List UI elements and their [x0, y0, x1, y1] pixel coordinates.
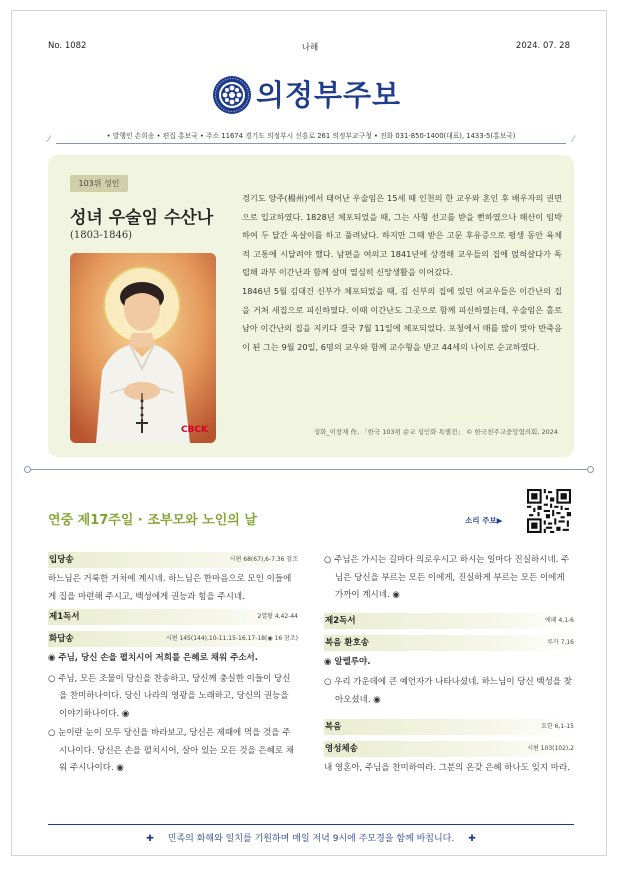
psalm-response: ◉ 주님, 당신 손을 펼치시어 저희를 은혜로 채워 주소서.: [48, 653, 258, 663]
footer-prayer-note: [48, 831, 574, 844]
bulletin-title: 의정부주보: [256, 78, 402, 112]
psalm-verse-3: ○ 주님은 가시는 길마다 의로우시고 하시는 일마다 진실하시네. 주님은 당신을 부르는 모든 이에게, 진실하게 부르는 모든 이에게 가까이 계시네. ◉: [324, 555, 570, 600]
footer-divider: [48, 824, 574, 825]
bulletin-page: [11, 10, 607, 856]
entrance-antiphon-header: 입당송 시편 68(67),6-7.36 참조: [48, 552, 298, 568]
saint-painting-icon: [70, 253, 216, 443]
gospel-header: 복음 요한 6,1-15: [324, 719, 574, 735]
liturgical-year: 나해: [301, 43, 319, 53]
qr-code-icon[interactable]: [527, 489, 571, 533]
saint-biography: [242, 189, 562, 356]
artwork-credit: 성화_이창재 作, 「한국 103위 순교 성인화 특별전」 © 한국천주교중앙협의회, 2024: [313, 428, 558, 436]
gospel-acclamation-response: ◉ 알렐루야.: [324, 656, 371, 667]
saint-years: (1803-1846): [70, 230, 133, 241]
psalm-header: 화답송 시편 145(144),10-11.15-16.17-18(◉ 16 참조): [48, 631, 298, 647]
cbck-logo: CBCK: [180, 425, 208, 435]
issue-date: 2024. 07. 28: [515, 41, 570, 51]
masthead: [212, 71, 432, 119]
right-slash-ornament: ⁄: [572, 135, 574, 145]
section-divider: [24, 465, 594, 475]
cross-icon: ✚: [468, 834, 476, 844]
audio-bulletin-link[interactable]: 소리 주보▶: [465, 516, 503, 525]
diocese-seal-icon: [212, 75, 252, 115]
publisher-info-bar: [48, 129, 574, 145]
gospel-acclamation-header: 복음 환호송 루카 7,16: [324, 635, 574, 651]
saint-tag: 103위 성인: [70, 175, 128, 192]
divider-dot: [587, 466, 594, 473]
cross-icon: ✚: [146, 834, 154, 844]
first-reading-header: 제1독서 2열왕 4,42-44: [48, 609, 298, 625]
liturgy-column-left: [48, 552, 298, 780]
liturgy-column-right: [324, 552, 574, 781]
bio-paragraph-2: 1846년 5월 김대건 신부가 체포되었을 때, 김 신부의 집에 있던 여교우들은 이간난의 집을 거쳐 새집으로 피신하였다. 이때 이간난도 그곳으로 함께 피신하였는데, 우술임은 홀로 남아 이간난의 집을 지키다 결국 7월 11일에 체포되었다. 포청에서 매를 많이 맞아 반죽음이 된 그는 9월 20일, 6명의 교우와 함께 교수형을 받고 44세의 나이로 순교하였다.: [242, 285, 562, 352]
sunday-title: 연중 제17주일 · 조부모와 노인의 날: [48, 513, 257, 528]
gospel-acclamation-verse: ○ 우리 가운데에 큰 예언자가 나타나셨네. 하느님이 당신 백성을 찾아오셨네. ◉: [324, 677, 572, 705]
saint-name: 성녀 우술임 수산나: [70, 208, 214, 228]
psalm-verse-2: ○ 눈이란 눈이 모두 당신을 바라보고, 당신은 제때에 먹을 것을 주시나이다. 당신은 손을 펼치시어, 살아 있는 모든 것을 은혜로 채워 주시나이다. ◉: [48, 728, 294, 773]
publisher-info: • 발행인 손희송 • 편집 홍보국 • 주소 11674 경기도 의정부시 신흥로 261 의정부교구청 • 전화 031-850-1400(대표), 1433-5(홍보국): [106, 132, 516, 140]
saint-feature-box: [48, 155, 574, 457]
entrance-antiphon-text: 하느님은 거룩한 거처에 계시네. 하느님은 한마음으로 모인 이들에게 집을 마련해 주시고, 백성에게 권능과 힘을 주시네.: [48, 574, 292, 602]
issue-number: No. 1082: [48, 41, 87, 51]
footer-text: 민족의 화해와 일치를 기원하며 매일 저녁 9시에 주모경을 함께 바칩니다.: [167, 834, 455, 844]
communion-antiphon-header: 영성체송 시편 103(102),2: [324, 741, 574, 757]
psalm-verse-1: ○ 주님, 모든 조물이 당신을 찬송하고, 당신께 충실한 이들이 당신을 찬미하나이다. 당신 나라의 영광을 노래하고, 당신의 권능을 이야기하나이다. ◉: [48, 673, 291, 719]
second-reading-header: 제2독서 에페 4,1-6: [324, 613, 574, 629]
info-divider: [56, 143, 566, 144]
left-slash-ornament: ⁄: [48, 135, 50, 145]
communion-antiphon-text: 내 영혼아, 주님을 찬미하여라. 그분의 온갖 은혜 하나도 잊지 마라.: [324, 763, 570, 773]
bio-paragraph-1: 경기도 양주(楊州)에서 태어난 우술임은 15세 때 인천의 한 교우와 혼인 후 배우자의 권면으로 입교하였다. 1828년 체포되었을 때, 그는 사형 선고를 받을 뻔하였으나 해산이 임박하여 두 달간 옥살이를 하고 풀려났다. 하지만 그때 받은 고문 후유증으로 평생 동안 육체적 고통에 시달려야 했다. 남편을 여의고 1841년에 상경해 교우들의 집에 얹혀살다가 독립해 과부 이간난과 함께 살며 열심히 신앙생활을 이어갔다.: [242, 193, 562, 278]
saint-portrait: [70, 253, 216, 443]
divider-dot: [24, 466, 31, 473]
